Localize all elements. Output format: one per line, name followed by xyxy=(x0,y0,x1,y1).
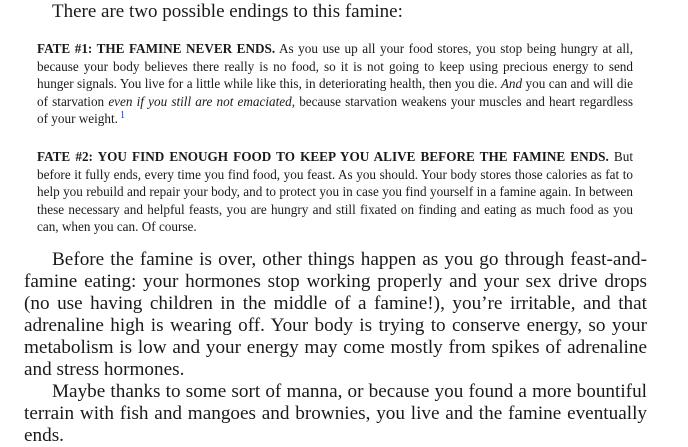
fate-1-italic-phrase: even if you still are not emaciated xyxy=(108,93,292,109)
footnote-marker[interactable]: 1 xyxy=(119,109,125,121)
body-paragraph: Maybe thanks to some sort of manna, or because you found a more bountiful terrain with fish and mangoes and brownies, you live and the famine eventually ends. xyxy=(24,381,647,446)
body-paragraph: Before the famine is over, other things happen as you go through feast-and-famine eating: your hormones stop working properly and your sex drive drops (no use having children in the middle of a famine!), you’re irritable, and that adrenaline high is wearing off. Your body is trying to conserve energy, so your metabolism is low and your energy may come mostly from spikes of adrenaline and stress hormones. xyxy=(24,249,647,380)
fate-1-block xyxy=(37,40,633,128)
fate-2-text: But before it fully ends, every time you find food, you feast. As you should. Your body stores those calories as fat to help you rebuild and repair your body, and to protect you in case you find yourself in a famine again. In between these necessary and helpful feasts, you are hungry and still fixated on finding and eating as much food as you can, when you can. Of course. xyxy=(37,149,633,234)
fate-1-text-b: you can and will die of starvation xyxy=(37,76,633,109)
fate-1-italic-and: And xyxy=(500,76,523,91)
fate-1-text-c: , because starvation weakens your muscles and heart regardless of your weight. xyxy=(37,93,633,126)
fate-1-heading: FATE #1: THE FAMINE NEVER ENDS. xyxy=(37,41,276,56)
intro-sentence: There are two possible endings to this famine: xyxy=(52,1,403,22)
fate-2-block xyxy=(37,148,633,236)
fate-2-heading: FATE #2: YOU FIND ENOUGH FOOD TO KEEP YOU ALIVE BEFORE THE FAMINE ENDS. xyxy=(37,149,609,164)
fate-1-text-a: As you use up all your food stores, you stop being hungry at all, because your body believes there really is no food, so it is not going to keep using precious energy to send hunger signals. You live for a little while like this, in deteriorating health, then you die. xyxy=(37,41,634,91)
